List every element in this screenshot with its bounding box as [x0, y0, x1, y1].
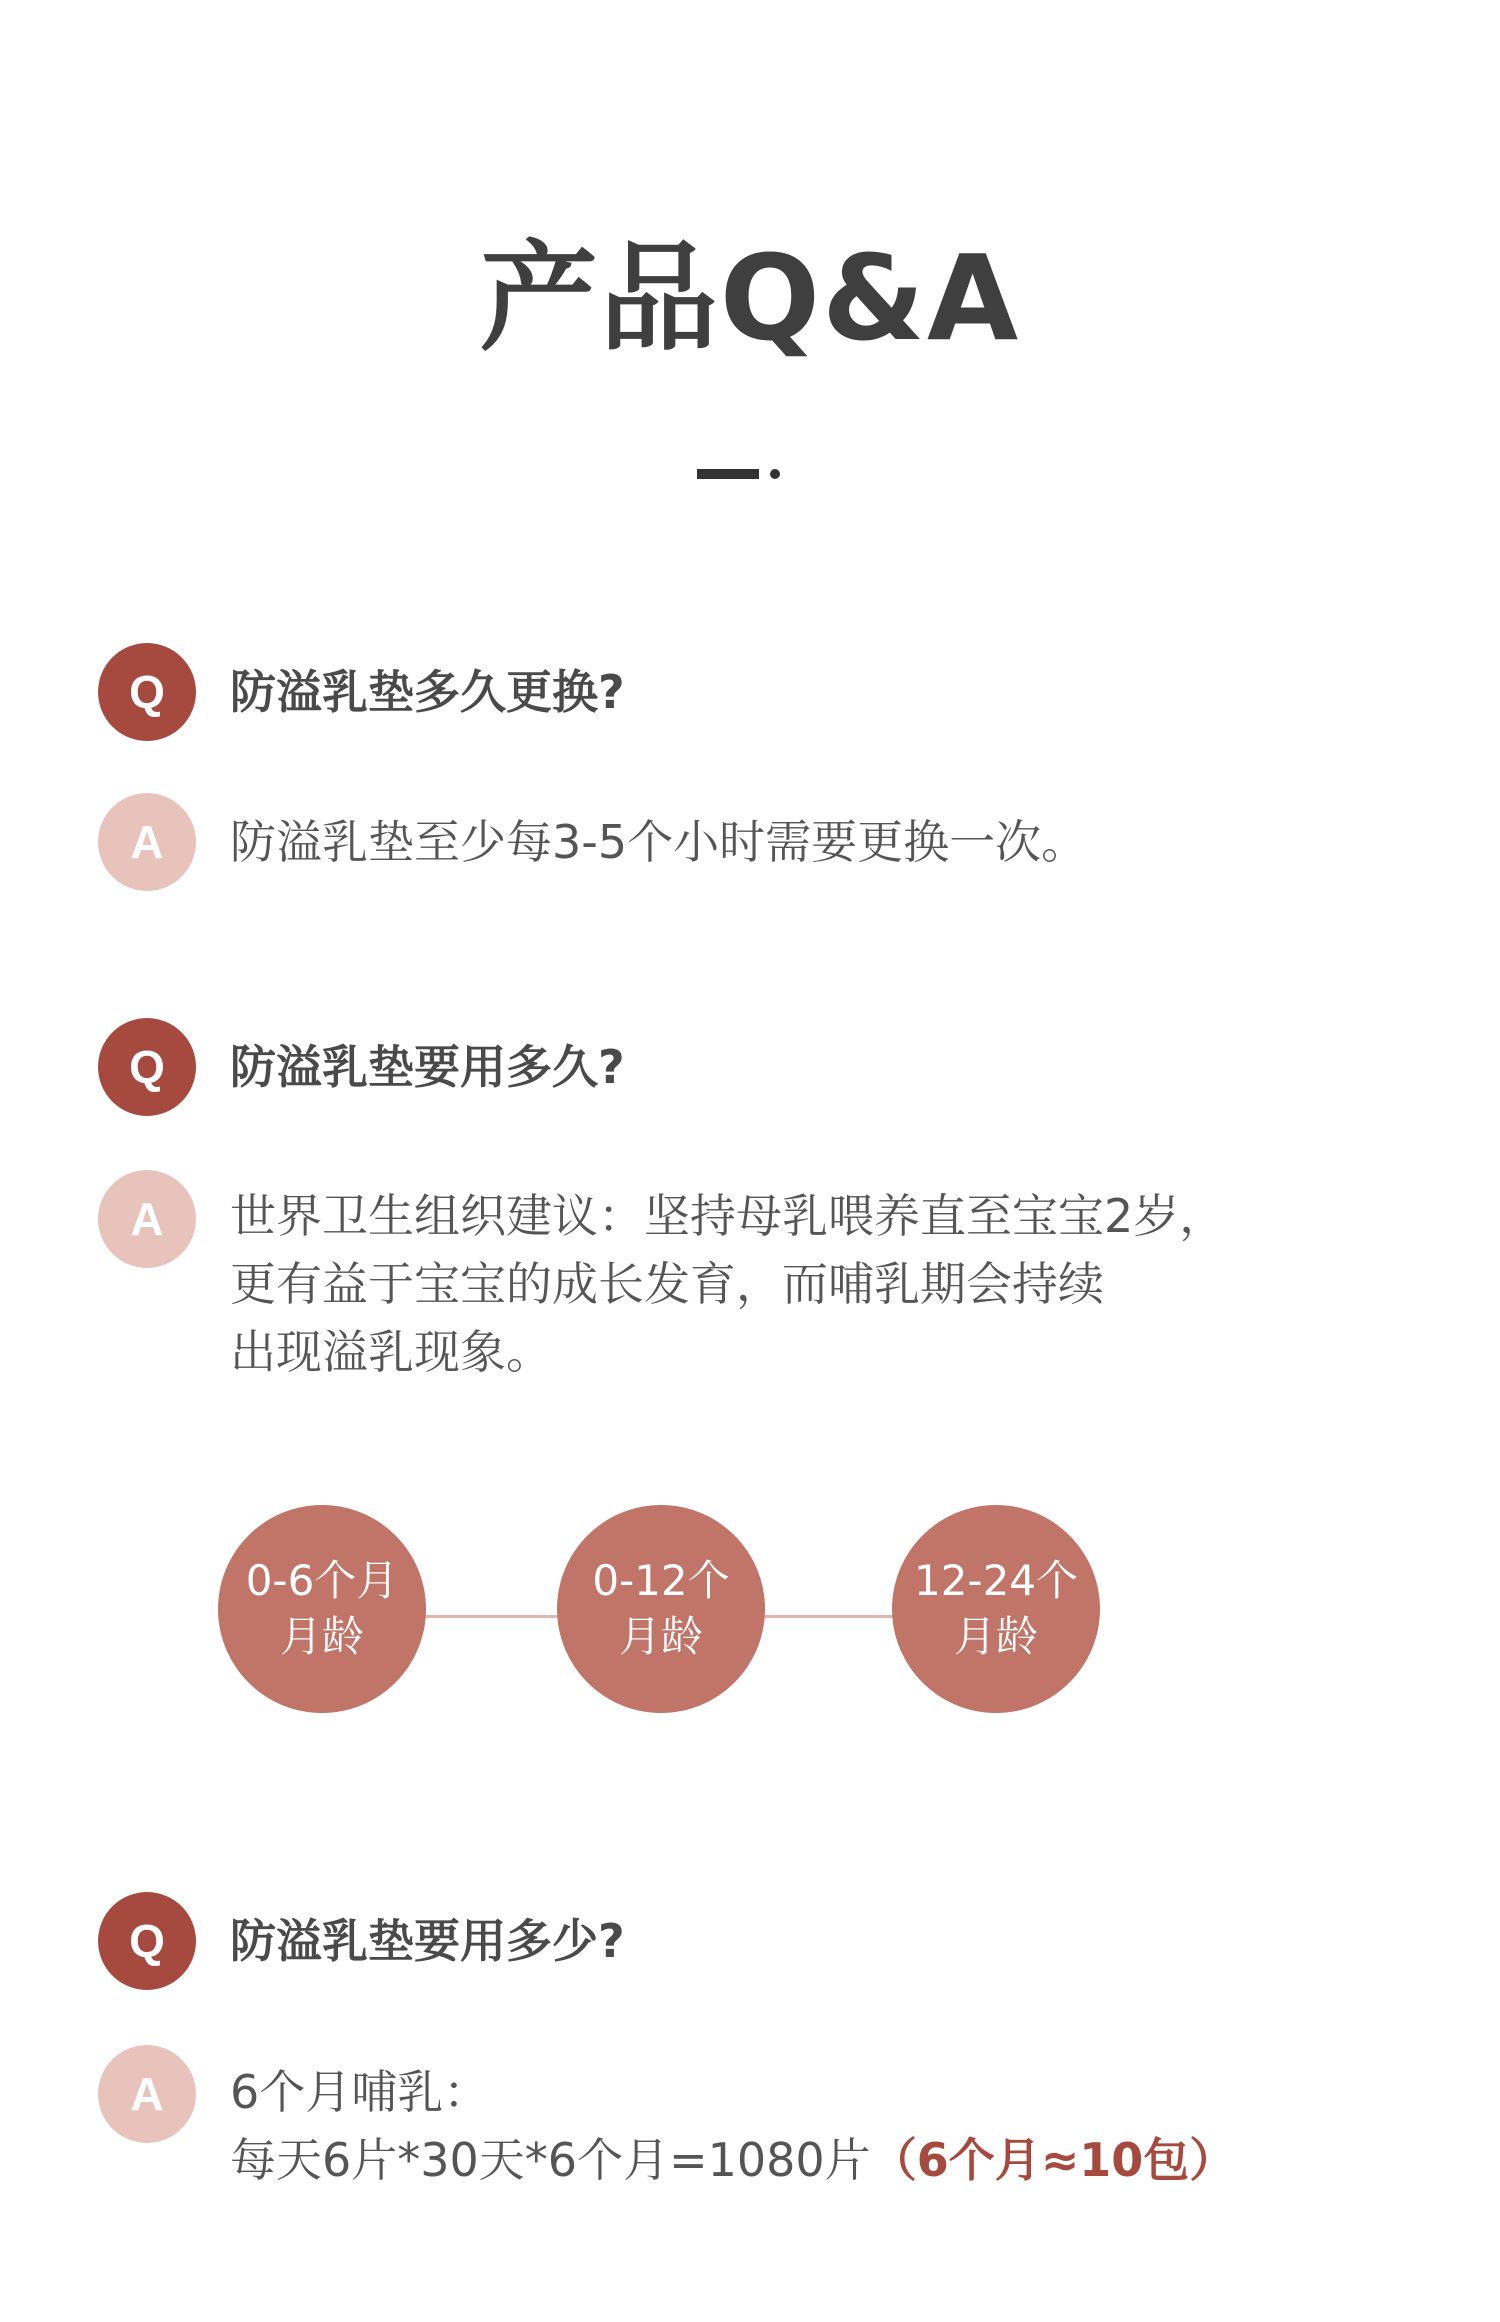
question-3-text: 防溢乳垫要用多少? [230, 1914, 625, 1968]
answer-badge-icon: A [98, 1170, 196, 1268]
answer-1-line: 防溢乳垫至少每3-5个小时需要更换一次。 [230, 815, 1088, 869]
age-stage-label: 0-12个 [592, 1556, 730, 1605]
age-stage-12-24-months [892, 1505, 1100, 1713]
question-2-text: 防溢乳垫要用多久? [230, 1040, 625, 1094]
age-stage-0-6-months [218, 1505, 426, 1713]
title-divider-dot [770, 469, 780, 479]
answer-3-calc: 每天6片*30天*6个月=1080片 [230, 2133, 871, 2187]
answer-3-line: 6个月哺乳： [230, 2065, 490, 2119]
age-stage-label: 0-6个月 [245, 1556, 399, 1605]
age-stage-0-12-months [557, 1505, 765, 1713]
answer-2-line: 更有益于宝宝的成长发育，而哺乳期会持续 [230, 1257, 1104, 1311]
age-stage-sublabel: 月龄 [953, 1612, 1038, 1661]
title-divider [697, 469, 759, 479]
question-badge-icon: Q [98, 1018, 196, 1116]
answer-2-line: 世界卫生组织建议：坚持母乳喂养直至宝宝2岁， [230, 1189, 1226, 1243]
answer-3-line [230, 2126, 1235, 2194]
answer-2-line: 出现溢乳现象。 [230, 1325, 552, 1379]
question-1-text: 防溢乳垫多久更换? [230, 665, 625, 719]
age-stage-sublabel: 月龄 [279, 1612, 364, 1661]
question-badge-icon: Q [98, 643, 196, 741]
age-stage-label: 12-24个 [913, 1556, 1079, 1605]
age-stage-sublabel: 月龄 [618, 1612, 703, 1661]
question-badge-icon: Q [98, 1892, 196, 1990]
answer-1-text [230, 808, 1087, 876]
answer-badge-icon: A [98, 793, 196, 891]
answer-3-highlight: （6个月≈10包） [870, 2133, 1236, 2187]
page-title: 产品Q&A [479, 229, 1021, 367]
answer-3-text [230, 2058, 1235, 2194]
answer-badge-icon: A [98, 2045, 196, 2143]
answer-2-text [230, 1182, 1225, 1386]
